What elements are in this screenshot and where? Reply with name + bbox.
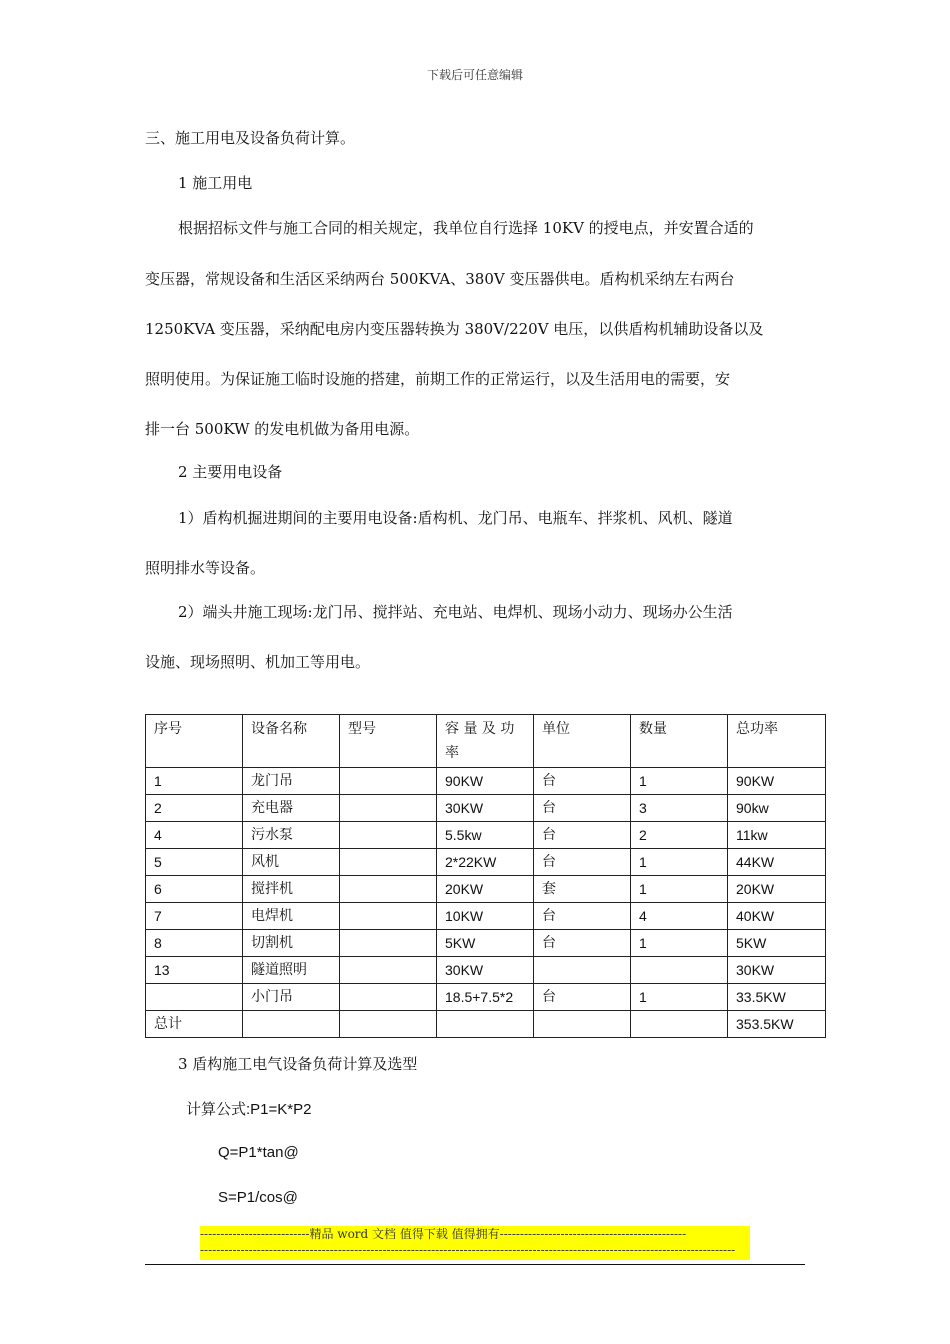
table-cell: 风机 [243,849,340,876]
table-row [146,822,826,849]
table-row [146,849,826,876]
table-header-cell: 单位 [534,715,631,768]
table-cell: 90kw [728,795,826,822]
table-total-row [146,1011,826,1038]
table-cell: 台 [534,930,631,957]
section-title: 三、施工用电及设备负荷计算。 [145,129,356,147]
table-header-row [146,715,826,768]
table-cell: 1 [631,768,728,795]
table-cell: 10KW [437,903,534,930]
table-cell: 1 [631,876,728,903]
table-cell [340,795,437,822]
table-row [146,768,826,795]
table-cell [340,768,437,795]
subsection-title-power: 1 施工用电 [178,174,253,192]
table-row [146,795,826,822]
table-cell: 电焊机 [243,903,340,930]
table-cell [631,1011,728,1038]
table-total-label: 总计 [146,1011,243,1038]
table-header-cell: 总功率 [728,715,826,768]
table-cell [340,1011,437,1038]
table-total-value: 353.5KW [728,1011,826,1038]
table-cell: 2 [146,795,243,822]
table-cell [340,849,437,876]
table-header-cell: 型号 [340,715,437,768]
table-cell [243,1011,340,1038]
table-row [146,957,826,984]
table-cell: 30KW [728,957,826,984]
table-cell: 40KW [728,903,826,930]
table-row [146,876,826,903]
table-row [146,984,826,1011]
table-cell [340,822,437,849]
table-cell: 1 [631,930,728,957]
table-cell: 污水泵 [243,822,340,849]
table-cell: 台 [534,768,631,795]
table-cell: 隧道照明 [243,957,340,984]
paragraph-line: 根据招标文件与施工合同的相关规定，我单位自行选择 10KV 的授电点，并安置合适的 [178,219,754,237]
table-cell: 台 [534,984,631,1011]
footer-banner-line: ------------------------------------------------------------------------------------------------------------------------------------ [200,1243,736,1257]
footer-banner [200,1226,750,1260]
table-cell: 20KW [437,876,534,903]
table-cell: 3 [631,795,728,822]
table-row [146,903,826,930]
table-cell [146,984,243,1011]
table-cell [340,984,437,1011]
formula-label: 计算公式:P1=K*P2 [186,1101,312,1118]
table-cell [340,930,437,957]
paragraph-line: 排一台 500KW 的发电机做为备用电源。 [145,420,420,438]
header-note: 下载后可任意编辑 [426,68,523,82]
table-cell: 18.5+7.5*2 [437,984,534,1011]
list-item-line: 1）盾构机掘进期间的主要用电设备:盾构机、龙门吊、电瓶车、拌浆机、风机、隧道 [178,509,733,527]
table-cell: 30KW [437,795,534,822]
table-cell: 1 [146,768,243,795]
subsection-title-calculation: 3 盾构施工电气设备负荷计算及选型 [178,1055,418,1073]
table-header-cell: 容 量 及 功 率 [437,715,534,768]
table-cell: 台 [534,795,631,822]
table-cell [534,957,631,984]
table-header-cell: 数量 [631,715,728,768]
table-cell: 7 [146,903,243,930]
table-cell [340,903,437,930]
list-item-line: 照明排水等设备。 [145,559,266,577]
list-item-line: 设施、现场照明、机加工等用电。 [145,653,371,671]
subsection-title-equipment: 2 主要用电设备 [178,463,283,481]
paragraph-line: 变压器，常规设备和生活区采纳两台 500KVA、380V 变压器供电。盾构机采纳左右两台 [145,270,735,288]
table-cell [340,957,437,984]
table-cell: 13 [146,957,243,984]
table-cell: 小门吊 [243,984,340,1011]
table-cell: 5KW [437,930,534,957]
formula-q: Q=P1*tan@ [218,1144,299,1161]
table-cell: 1 [631,984,728,1011]
table-cell [631,957,728,984]
table-cell: 4 [631,903,728,930]
table-cell: 台 [534,822,631,849]
table-cell: 充电器 [243,795,340,822]
table-cell: 套 [534,876,631,903]
list-item-line: 2）端头井施工现场:龙门吊、搅拌站、充电站、电焊机、现场小动力、现场办公生活 [178,603,733,621]
table-cell: 11kw [728,822,826,849]
equipment-table [145,714,826,1038]
table-cell [340,876,437,903]
table-header-cell: 设备名称 [243,715,340,768]
table-cell: 台 [534,849,631,876]
table-cell: 5 [146,849,243,876]
table-cell: 2 [631,822,728,849]
footer-banner-line: ---------------------------精品 word 文档 值得下载 值得拥有---------------------------------------------- [200,1227,687,1241]
table-cell: 切割机 [243,930,340,957]
table-cell: 1 [631,849,728,876]
formula-s: S=P1/cos@ [218,1189,298,1206]
table-cell: 5.5kw [437,822,534,849]
table-cell: 20KW [728,876,826,903]
table-cell [437,1011,534,1038]
table-cell: 90KW [728,768,826,795]
table-cell: 90KW [437,768,534,795]
table-cell: 33.5KW [728,984,826,1011]
paragraph-line: 1250KVA 变压器，采纳配电房内变压器转换为 380V/220V 电压，以供盾构机辅助设备以及 [145,320,764,338]
table-cell: 8 [146,930,243,957]
table-cell: 30KW [437,957,534,984]
table-cell [534,1011,631,1038]
footer-divider [145,1264,805,1265]
table-row [146,930,826,957]
paragraph-line: 照明使用。为保证施工临时设施的搭建，前期工作的正常运行，以及生活用电的需要，安 [145,370,731,388]
table-cell: 4 [146,822,243,849]
table-cell: 台 [534,903,631,930]
table-cell: 44KW [728,849,826,876]
table-header-cell: 序号 [146,715,243,768]
table-cell: 6 [146,876,243,903]
table-cell: 搅拌机 [243,876,340,903]
table-cell: 5KW [728,930,826,957]
table-cell: 2*22KW [437,849,534,876]
table-cell: 龙门吊 [243,768,340,795]
